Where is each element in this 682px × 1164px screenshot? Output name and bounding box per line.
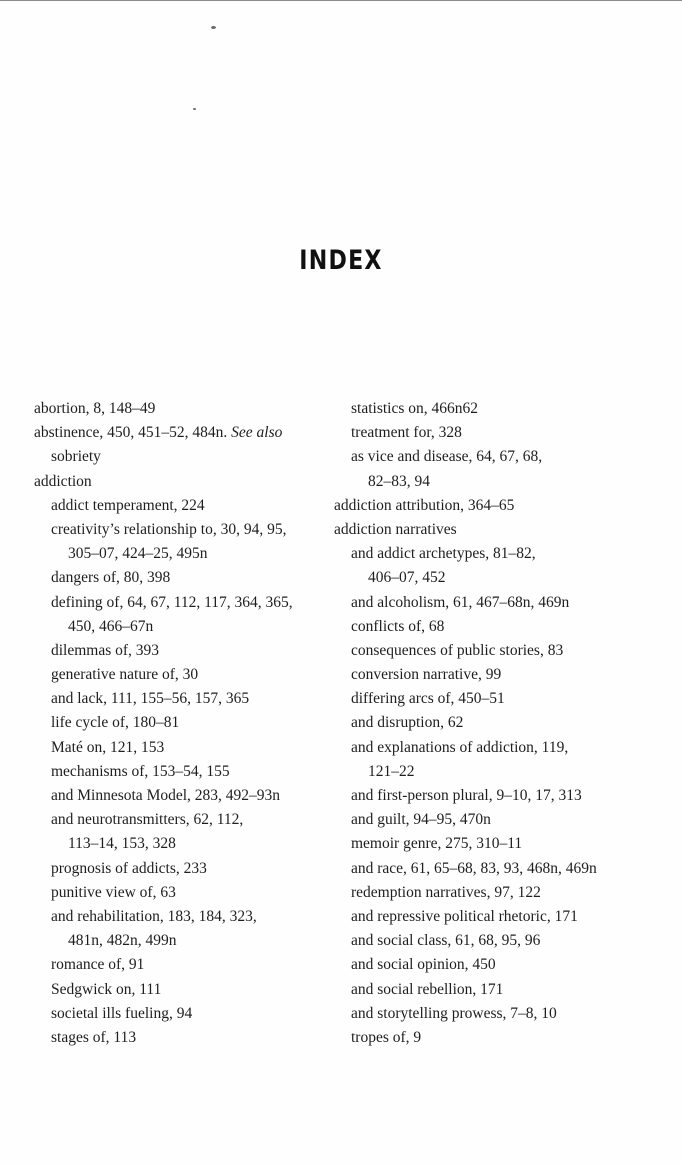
index-entry (334, 639, 654, 663)
index-entry (34, 784, 334, 808)
index-entry-text: creativity’s relationship to, 30, 94, 95, (51, 520, 287, 538)
index-entry-text: and race, 61, 65–68, 83, 93, 468n, 469n (351, 859, 597, 877)
index-entry (334, 978, 654, 1002)
index-entry-text: life cycle of, 180–81 (51, 714, 180, 732)
index-entry (34, 808, 334, 832)
index-entry (34, 832, 334, 856)
index-entry-text: tropes of, 9 (351, 1028, 422, 1046)
index-entry-text: 481n, 482n, 499n (68, 932, 177, 950)
index-entry (334, 397, 654, 421)
index-entry (34, 929, 334, 953)
index-entry-text: and social rebellion, 171 (351, 980, 504, 998)
index-entry-text: Sedgwick on, 111 (51, 980, 162, 998)
index-entry (34, 542, 334, 566)
index-entry (334, 566, 654, 590)
index-entry (34, 687, 334, 711)
index-entry-text: stages of, 113 (51, 1028, 137, 1046)
index-entry-text: societal ills fueling, 94 (51, 1004, 193, 1022)
index-entry (334, 591, 654, 615)
index-entry-text: sobriety (51, 448, 101, 466)
index-entry (34, 397, 334, 421)
index-entry-text: memoir genre, 275, 310–11 (351, 835, 523, 853)
index-entry-text: and neurotransmitters, 62, 112, (51, 811, 244, 829)
index-entry (34, 518, 334, 542)
index-column-right (334, 397, 654, 1050)
index-entry-text: and social class, 61, 68, 95, 96 (351, 932, 541, 950)
index-entry-text: addiction attribution, 364–65 (334, 496, 515, 514)
index-entry-text: Maté on, 121, 153 (51, 738, 165, 756)
index-entry (34, 736, 334, 760)
index-entry (334, 784, 654, 808)
index-entry (334, 663, 654, 687)
index-entry-text: 406–07, 452 (368, 569, 446, 587)
index-entry (334, 953, 654, 977)
index-entry (334, 881, 654, 905)
index-entry-text: 82–83, 94 (368, 472, 430, 490)
index-entry (34, 711, 334, 735)
index-entry-text: dangers of, 80, 398 (51, 569, 171, 587)
page-top-edge (0, 0, 682, 1)
scan-speck (193, 108, 196, 110)
index-entry (34, 1026, 334, 1050)
index-entry (334, 929, 654, 953)
index-entry-text: conflicts of, 68 (351, 617, 445, 635)
index-entry-text: and storytelling prowess, 7–8, 10 (351, 1004, 557, 1022)
index-entry-text: and rehabilitation, 183, 184, 323, (51, 907, 257, 925)
index-entry (334, 687, 654, 711)
index-entry-text: 113–14, 153, 328 (68, 835, 176, 853)
index-entry-text: addiction (34, 472, 92, 490)
index-entry-text: consequences of public stories, 83 (351, 641, 564, 659)
index-entry-text: defining of, 64, 67, 112, 117, 364, 365, (51, 593, 293, 611)
index-entry (34, 639, 334, 663)
index-column-left (34, 397, 334, 1050)
index-entry (34, 591, 334, 615)
index-entry-text: and disruption, 62 (351, 714, 464, 732)
index-entry (34, 494, 334, 518)
index-entry-text: and addict archetypes, 81–82, (351, 545, 536, 563)
index-entry (334, 711, 654, 735)
index-entry (334, 494, 654, 518)
index-entry-text: and guilt, 94–95, 470n (351, 811, 491, 829)
index-entry-text: and first-person plural, 9–10, 17, 313 (351, 787, 582, 804)
index-entry (334, 808, 654, 832)
index-entry-text: generative nature of, 30 (51, 666, 199, 684)
index-entry (34, 566, 334, 590)
index-entry-text: romance of, 91 (51, 956, 145, 974)
index-entry-text: prognosis of addicts, 233 (51, 859, 207, 877)
index-entry-text: redemption narratives, 97, 122 (351, 883, 541, 901)
index-entry-text: and lack, 111, 155–56, 157, 365 (51, 690, 250, 708)
index-entry-text: 305–07, 424–25, 495n (68, 545, 208, 563)
index-entry-text: as vice and disease, 64, 67, 68, (351, 448, 543, 466)
index-entry (34, 760, 334, 784)
index-entry (34, 857, 334, 881)
index-entry (34, 953, 334, 977)
index-entry (334, 470, 654, 494)
index-entry-text: treatment for, 328 (351, 424, 462, 442)
index-entry-text: 450, 466–67n (68, 617, 154, 635)
index-entry-text: and social opinion, 450 (351, 956, 496, 974)
index-entry-text: and repressive political rhetoric, 171 (351, 907, 578, 925)
index-entry (334, 615, 654, 639)
index-entry (34, 421, 334, 445)
index-entry-text: addict temperament, 224 (51, 496, 205, 514)
index-entry-text: conversion narrative, 99 (351, 666, 502, 684)
page-title: INDEX (299, 245, 383, 276)
index-entry-text: abortion, 8, 148–49 (34, 400, 156, 417)
index-entry (34, 881, 334, 905)
index-entry (334, 832, 654, 856)
index-entry (334, 857, 654, 881)
index-entry (334, 760, 654, 784)
index-entry (334, 421, 654, 445)
index-entry-text: dilemmas of, 393 (51, 641, 160, 659)
index-entry-text: addiction narratives (334, 520, 457, 538)
index-entry (34, 978, 334, 1002)
index-entry-text: and Minnesota Model, 283, 492–93n (51, 787, 281, 804)
index-entry-text: 121–22 (368, 762, 415, 780)
index-entry (334, 518, 654, 542)
index-entry (34, 1002, 334, 1026)
index-entry (334, 1002, 654, 1026)
index-entry-text: mechanisms of, 153–54, 155 (51, 762, 230, 780)
index-entry (334, 445, 654, 469)
index-entry (34, 470, 334, 494)
index-entry (34, 663, 334, 687)
scan-speck (211, 26, 216, 29)
index-entry (34, 615, 334, 639)
index-entry-text: differing arcs of, 450–51 (351, 690, 505, 708)
index-entry-text: punitive view of, 63 (51, 883, 176, 901)
index-entry (34, 905, 334, 929)
index-entry-text: and explanations of addiction, 119, (351, 738, 569, 756)
index-entry (34, 445, 334, 469)
see-also-reference: See also (231, 424, 283, 442)
index-entry (334, 905, 654, 929)
index-entry (334, 1026, 654, 1050)
index-entry-text: abstinence, 450, 451–52, 484n. (34, 424, 232, 442)
index-entry (334, 542, 654, 566)
index-entry (334, 736, 654, 760)
index-entry-text: and alcoholism, 61, 467–68n, 469n (351, 593, 570, 611)
index-entry-text: statistics on, 466n62 (351, 400, 479, 417)
